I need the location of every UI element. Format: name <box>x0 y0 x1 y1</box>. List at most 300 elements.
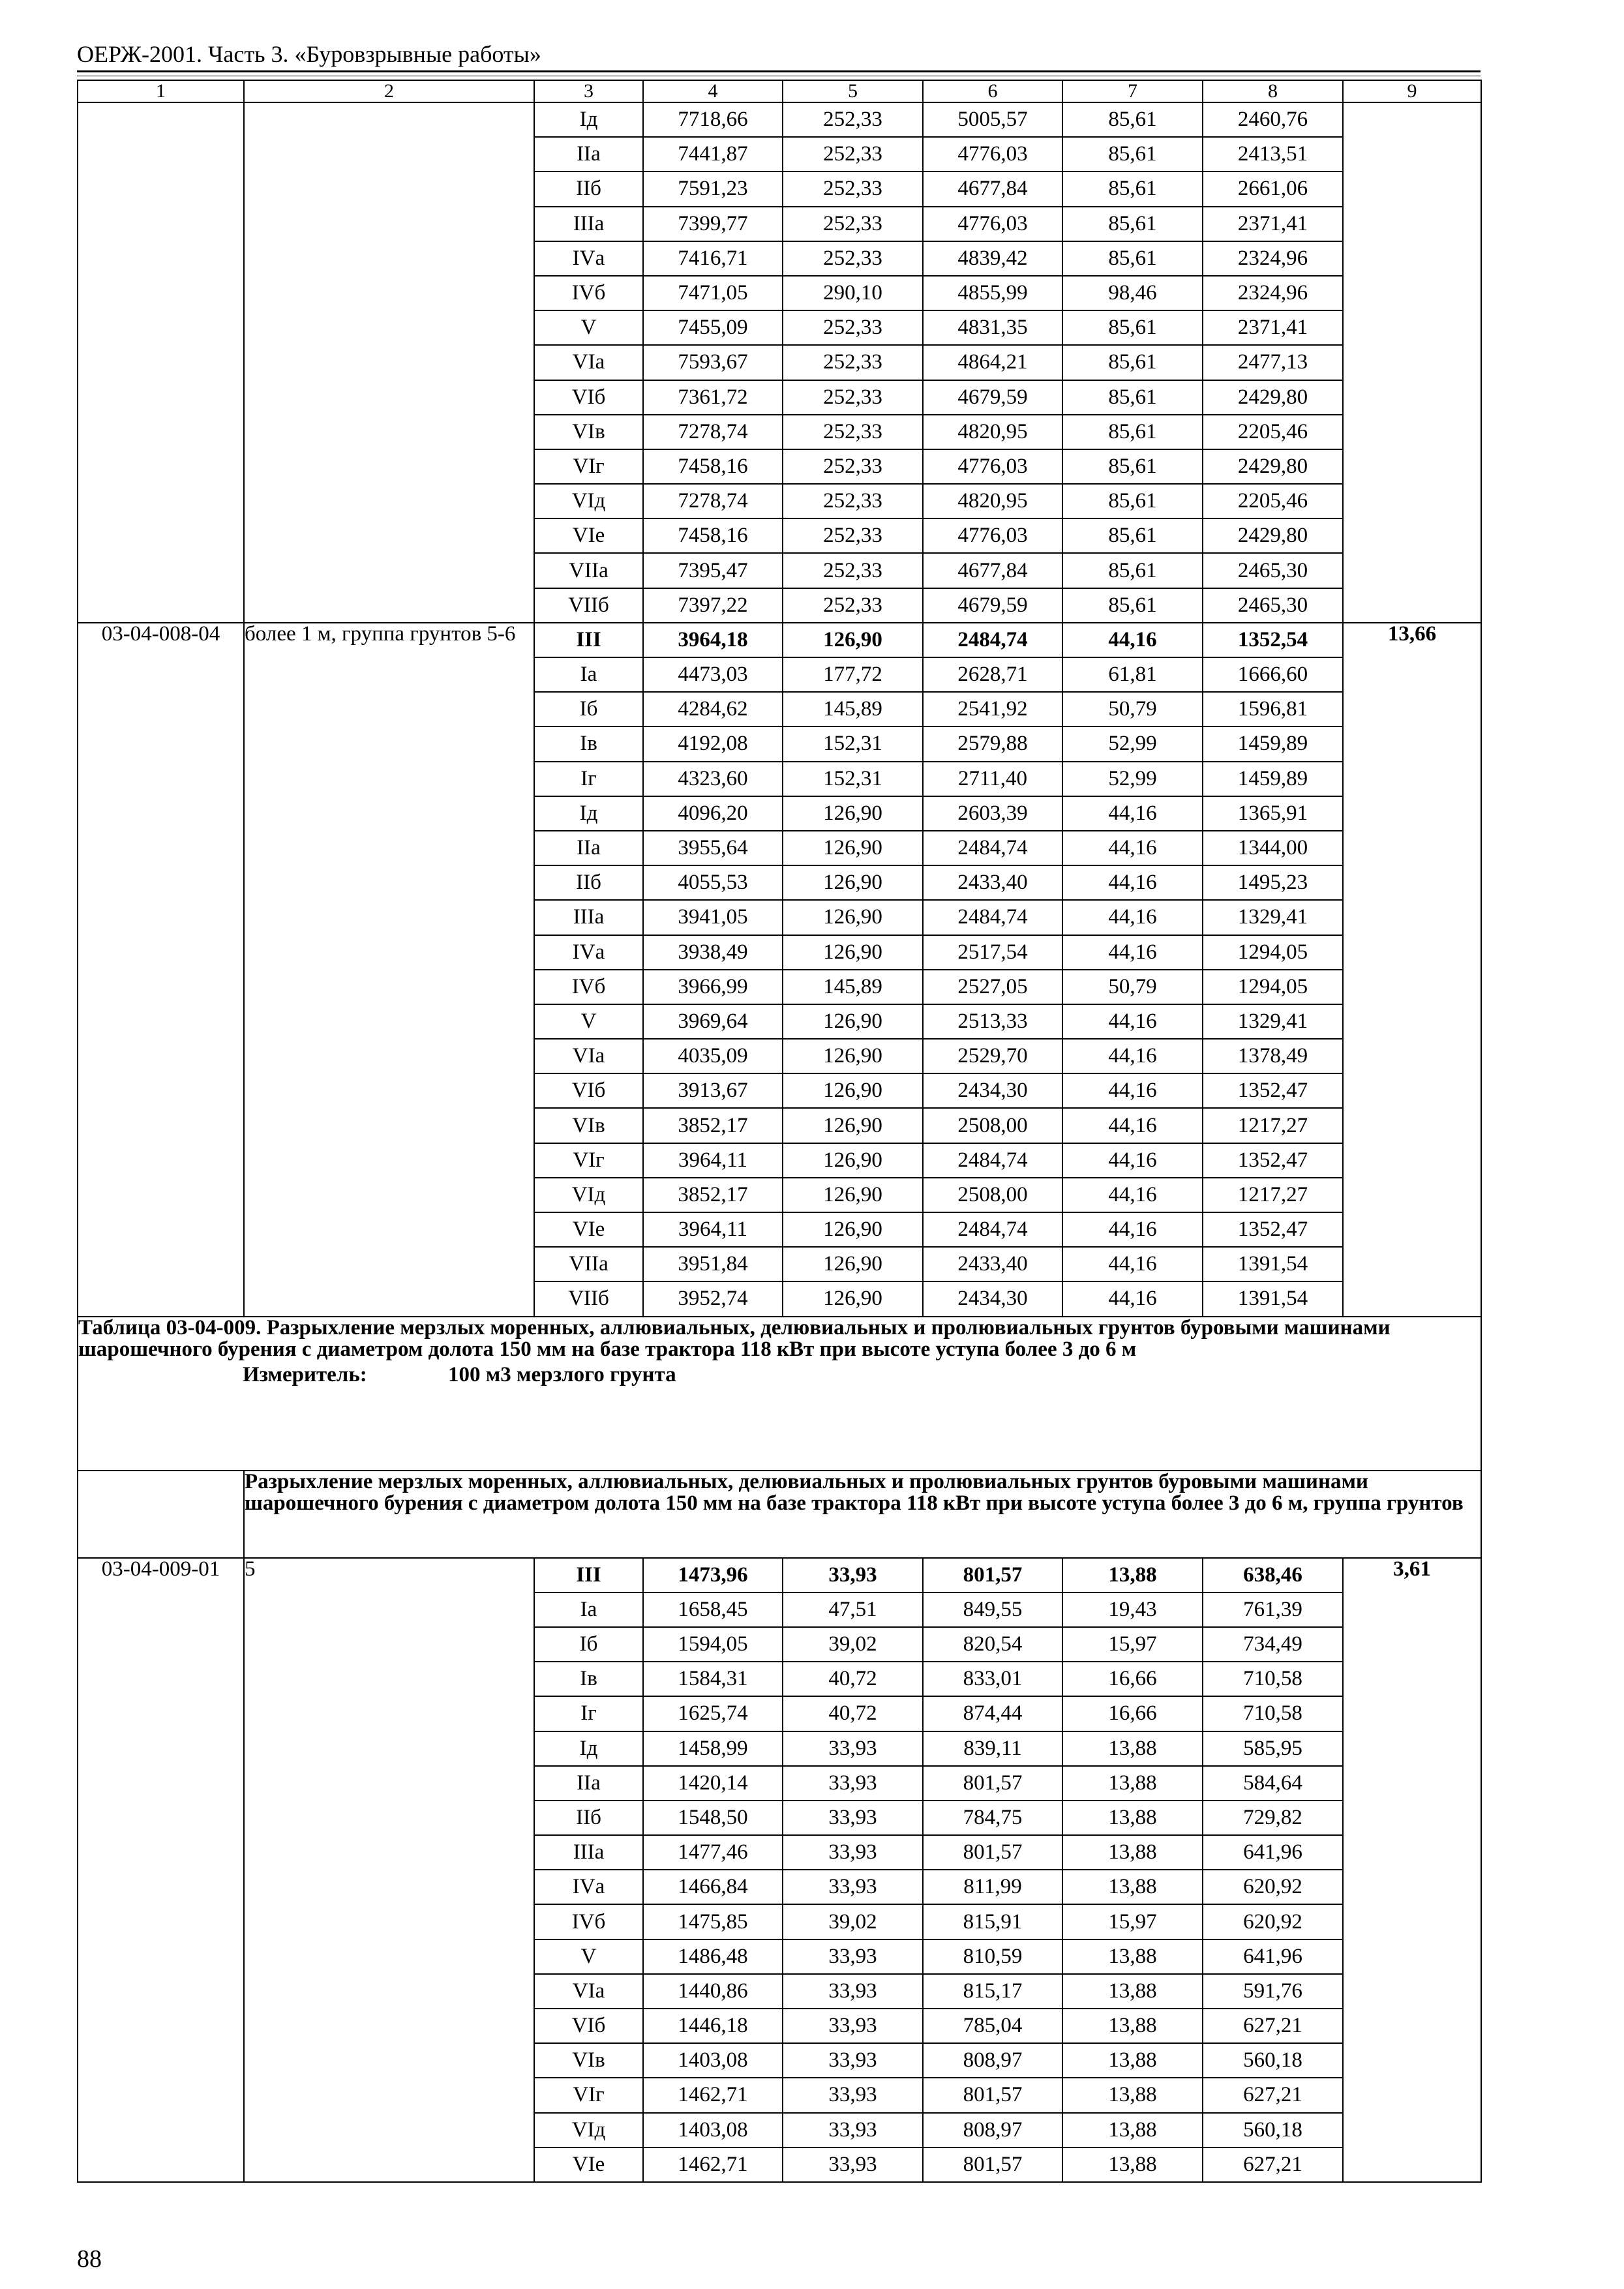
value-cell: 33,93 <box>783 1939 923 1974</box>
value-cell: 252,33 <box>783 449 923 484</box>
value-cell: 815,91 <box>923 1904 1062 1939</box>
value-cell: 19,43 <box>1062 1593 1203 1627</box>
value-cell: 252,33 <box>783 345 923 380</box>
value-cell: 85,61 <box>1062 102 1203 137</box>
value-cell: 2484,74 <box>923 831 1062 865</box>
value-cell: 1473,96 <box>643 1558 783 1593</box>
value-cell: 52,99 <box>1062 762 1203 796</box>
value-cell: 2484,74 <box>923 1212 1062 1247</box>
zone-cell: Iд <box>534 102 643 137</box>
value-cell: 1459,89 <box>1203 726 1343 761</box>
column-number: 3 <box>534 80 643 102</box>
value-cell: 560,18 <box>1203 2113 1343 2147</box>
value-cell: 710,58 <box>1203 1662 1343 1696</box>
zone-cell: VIд <box>534 2113 643 2147</box>
value-cell: 801,57 <box>923 1835 1062 1870</box>
value-cell: 820,54 <box>923 1627 1062 1662</box>
column-number: 9 <box>1343 80 1481 102</box>
value-cell: 627,21 <box>1203 2078 1343 2112</box>
zone-cell: VIа <box>534 345 643 380</box>
value-cell: 39,02 <box>783 1904 923 1939</box>
value-cell: 1466,84 <box>643 1870 783 1904</box>
zone-cell: Iд <box>534 796 643 831</box>
value-cell: 1477,46 <box>643 1835 783 1870</box>
value-cell: 52,99 <box>1062 726 1203 761</box>
value-cell: 801,57 <box>923 2147 1062 2182</box>
zone-cell: IIIа <box>534 900 643 935</box>
table-title-row <box>78 1317 1481 1471</box>
code-cell-empty <box>78 102 244 623</box>
value-cell: 85,61 <box>1062 241 1203 276</box>
column-number: 2 <box>244 80 534 102</box>
value-cell: 849,55 <box>923 1593 1062 1627</box>
zone-cell: V <box>534 310 643 345</box>
value-cell: 33,93 <box>783 2043 923 2078</box>
value-cell: 126,90 <box>783 623 923 657</box>
value-cell: 808,97 <box>923 2113 1062 2147</box>
value-cell: 13,88 <box>1062 2113 1203 2147</box>
value-cell: 2628,71 <box>923 657 1062 692</box>
value-cell: 4776,03 <box>923 137 1062 172</box>
rate-description: 5 <box>244 1558 534 2182</box>
value-cell: 85,61 <box>1062 137 1203 172</box>
zone-cell: III <box>534 1558 643 1593</box>
value-cell: 1294,05 <box>1203 935 1343 970</box>
zone-cell: VIб <box>534 380 643 415</box>
value-cell: 126,90 <box>783 1143 923 1178</box>
value-cell: 784,75 <box>923 1801 1062 1835</box>
value-cell: 252,33 <box>783 380 923 415</box>
group-title: Разрыхление мерзлых моренных, аллювиальных, делювиальных и пролювиальных грунтов буровыми машинами шарошечного бурения с диаметром долота 150 мм на базе трактора 118 кВт при высоте уступа более 3 до 6 м, группа грунтов <box>244 1471 1481 1558</box>
zone-cell: VIе <box>534 1212 643 1247</box>
value-cell: 2465,30 <box>1203 588 1343 623</box>
rate-code: 03-04-009-01 <box>78 1558 244 2182</box>
value-cell: 4776,03 <box>923 207 1062 241</box>
value-cell: 7591,23 <box>643 172 783 206</box>
zone-cell: IIа <box>534 1766 643 1801</box>
zone-cell: VIд <box>534 1178 643 1212</box>
value-cell: 7416,71 <box>643 241 783 276</box>
zone-cell: IVа <box>534 241 643 276</box>
value-cell: 13,88 <box>1062 2078 1203 2112</box>
value-cell: 13,88 <box>1062 1558 1203 1593</box>
value-cell: 2484,74 <box>923 623 1062 657</box>
value-cell: 1352,47 <box>1203 1212 1343 1247</box>
zone-cell: IVб <box>534 970 643 1004</box>
zone-cell: VIа <box>534 1974 643 2009</box>
value-cell: 13,88 <box>1062 1870 1203 1904</box>
value-cell: 126,90 <box>783 1178 923 1212</box>
value-cell: 85,61 <box>1062 310 1203 345</box>
value-cell: 2324,96 <box>1203 241 1343 276</box>
value-cell: 7455,09 <box>643 310 783 345</box>
value-cell: 33,93 <box>783 2078 923 2112</box>
value-cell: 7278,74 <box>643 415 783 449</box>
value-cell: 252,33 <box>783 310 923 345</box>
total-cell-empty <box>1343 102 1481 623</box>
value-cell: 33,93 <box>783 2009 923 2043</box>
value-cell: 1459,89 <box>1203 762 1343 796</box>
value-cell: 126,90 <box>783 1281 923 1316</box>
value-cell: 252,33 <box>783 102 923 137</box>
value-cell: 16,66 <box>1062 1696 1203 1731</box>
value-cell: 85,61 <box>1062 449 1203 484</box>
page-number: 88 <box>77 2245 102 2273</box>
value-cell: 33,93 <box>783 1870 923 1904</box>
value-cell: 126,90 <box>783 1004 923 1039</box>
value-cell: 4677,84 <box>923 553 1062 588</box>
measure-line <box>78 1362 1481 1388</box>
value-cell: 2541,92 <box>923 692 1062 726</box>
value-cell: 2413,51 <box>1203 137 1343 172</box>
value-cell: 39,02 <box>783 1627 923 1662</box>
value-cell: 44,16 <box>1062 1004 1203 1039</box>
value-cell: 7397,22 <box>643 588 783 623</box>
value-cell: 290,10 <box>783 276 923 310</box>
value-cell: 2513,33 <box>923 1004 1062 1039</box>
value-cell: 2205,46 <box>1203 415 1343 449</box>
value-cell: 1217,27 <box>1203 1178 1343 1212</box>
column-number: 4 <box>643 80 783 102</box>
value-cell: 44,16 <box>1062 831 1203 865</box>
value-cell: 4677,84 <box>923 172 1062 206</box>
rate-total: 3,61 <box>1343 1558 1481 2182</box>
value-cell: 85,61 <box>1062 588 1203 623</box>
value-cell: 44,16 <box>1062 865 1203 900</box>
value-cell: 145,89 <box>783 692 923 726</box>
value-cell: 126,90 <box>783 1247 923 1281</box>
zone-cell: VIг <box>534 449 643 484</box>
value-cell: 7278,74 <box>643 484 783 518</box>
value-cell: 801,57 <box>923 1558 1062 1593</box>
value-cell: 833,01 <box>923 1662 1062 1696</box>
value-cell: 44,16 <box>1062 623 1203 657</box>
group-title-row <box>78 1471 1481 1558</box>
value-cell: 7395,47 <box>643 553 783 588</box>
value-cell: 4776,03 <box>923 449 1062 484</box>
value-cell: 2371,41 <box>1203 207 1343 241</box>
value-cell: 3852,17 <box>643 1108 783 1143</box>
value-cell: 44,16 <box>1062 1108 1203 1143</box>
table-row <box>78 102 1481 137</box>
value-cell: 4284,62 <box>643 692 783 726</box>
value-cell: 85,61 <box>1062 345 1203 380</box>
value-cell: 33,93 <box>783 1766 923 1801</box>
value-cell: 85,61 <box>1062 484 1203 518</box>
value-cell: 1420,14 <box>643 1766 783 1801</box>
value-cell: 1329,41 <box>1203 1004 1343 1039</box>
value-cell: 4192,08 <box>643 726 783 761</box>
value-cell: 2484,74 <box>923 1143 1062 1178</box>
value-cell: 2603,39 <box>923 796 1062 831</box>
value-cell: 641,96 <box>1203 1835 1343 1870</box>
value-cell: 1294,05 <box>1203 970 1343 1004</box>
value-cell: 620,92 <box>1203 1904 1343 1939</box>
value-cell: 1365,91 <box>1203 796 1343 831</box>
value-cell: 4323,60 <box>643 762 783 796</box>
value-cell: 2429,80 <box>1203 449 1343 484</box>
value-cell: 1329,41 <box>1203 900 1343 935</box>
value-cell: 3966,99 <box>643 970 783 1004</box>
value-cell: 7471,05 <box>643 276 783 310</box>
header-rule-thick <box>77 70 1481 72</box>
value-cell: 2434,30 <box>923 1073 1062 1108</box>
zone-cell: V <box>534 1004 643 1039</box>
value-cell: 785,04 <box>923 2009 1062 2043</box>
value-cell: 801,57 <box>923 2078 1062 2112</box>
value-cell: 1352,47 <box>1203 1073 1343 1108</box>
value-cell: 13,88 <box>1062 1974 1203 2009</box>
zone-cell: Iв <box>534 1662 643 1696</box>
table-row <box>78 1558 1481 1593</box>
zone-cell: IIIа <box>534 207 643 241</box>
zone-cell: Iб <box>534 1627 643 1662</box>
value-cell: 7441,87 <box>643 137 783 172</box>
value-cell: 4679,59 <box>923 588 1062 623</box>
value-cell: 152,31 <box>783 762 923 796</box>
zone-cell: VIе <box>534 518 643 553</box>
value-cell: 1462,71 <box>643 2078 783 2112</box>
zone-cell: VIв <box>534 2043 643 2078</box>
value-cell: 627,21 <box>1203 2147 1343 2182</box>
table-title-cell <box>78 1317 1481 1471</box>
value-cell: 2579,88 <box>923 726 1062 761</box>
value-cell: 40,72 <box>783 1696 923 1731</box>
value-cell: 50,79 <box>1062 692 1203 726</box>
value-cell: 2508,00 <box>923 1178 1062 1212</box>
value-cell: 13,88 <box>1062 1939 1203 1974</box>
value-cell: 2433,40 <box>923 865 1062 900</box>
value-cell: 1596,81 <box>1203 692 1343 726</box>
value-cell: 33,93 <box>783 1801 923 1835</box>
value-cell: 1458,99 <box>643 1731 783 1766</box>
value-cell: 7399,77 <box>643 207 783 241</box>
value-cell: 1462,71 <box>643 2147 783 2182</box>
value-cell: 3951,84 <box>643 1247 783 1281</box>
value-cell: 2527,05 <box>923 970 1062 1004</box>
value-cell: 44,16 <box>1062 1039 1203 1073</box>
zone-cell: VIв <box>534 415 643 449</box>
value-cell: 2477,13 <box>1203 345 1343 380</box>
column-number: 6 <box>923 80 1062 102</box>
value-cell: 7593,67 <box>643 345 783 380</box>
value-cell: 126,90 <box>783 831 923 865</box>
zone-cell: VIв <box>534 1108 643 1143</box>
value-cell: 3969,64 <box>643 1004 783 1039</box>
value-cell: 33,93 <box>783 1731 923 1766</box>
value-cell: 810,59 <box>923 1939 1062 1974</box>
value-cell: 3964,11 <box>643 1212 783 1247</box>
value-cell: 1344,00 <box>1203 831 1343 865</box>
zone-cell: IIб <box>534 865 643 900</box>
zone-cell: IVа <box>534 935 643 970</box>
value-cell: 1548,50 <box>643 1801 783 1835</box>
zone-cell: Iг <box>534 762 643 796</box>
value-cell: 2465,30 <box>1203 553 1343 588</box>
value-cell: 126,90 <box>783 900 923 935</box>
value-cell: 13,88 <box>1062 1731 1203 1766</box>
value-cell: 85,61 <box>1062 553 1203 588</box>
value-cell: 1440,86 <box>643 1974 783 2009</box>
value-cell: 7361,72 <box>643 380 783 415</box>
value-cell: 560,18 <box>1203 2043 1343 2078</box>
value-cell: 5005,57 <box>923 102 1062 137</box>
value-cell: 13,88 <box>1062 1801 1203 1835</box>
value-cell: 3913,67 <box>643 1073 783 1108</box>
value-cell: 50,79 <box>1062 970 1203 1004</box>
value-cell: 1391,54 <box>1203 1281 1343 1316</box>
value-cell: 1594,05 <box>643 1627 783 1662</box>
value-cell: 710,58 <box>1203 1696 1343 1731</box>
zone-cell: VIIб <box>534 588 643 623</box>
value-cell: 815,17 <box>923 1974 1062 2009</box>
value-cell: 252,33 <box>783 207 923 241</box>
zone-cell: VIд <box>534 484 643 518</box>
value-cell: 15,97 <box>1062 1627 1203 1662</box>
value-cell: 126,90 <box>783 1039 923 1073</box>
column-number-row <box>78 80 1481 102</box>
rate-description: более 1 м, группа грунтов 5-6 <box>244 623 534 1317</box>
zone-cell: Iг <box>534 1696 643 1731</box>
value-cell: 1486,48 <box>643 1939 783 1974</box>
value-cell: 252,33 <box>783 241 923 276</box>
value-cell: 126,90 <box>783 935 923 970</box>
zone-cell: Iб <box>534 692 643 726</box>
value-cell: 4035,09 <box>643 1039 783 1073</box>
measure-label: Измеритель: <box>243 1362 367 1386</box>
value-cell: 4864,21 <box>923 345 1062 380</box>
value-cell: 4776,03 <box>923 518 1062 553</box>
value-cell: 15,97 <box>1062 1904 1203 1939</box>
value-cell: 585,95 <box>1203 1731 1343 1766</box>
value-cell: 44,16 <box>1062 1247 1203 1281</box>
value-cell: 874,44 <box>923 1696 1062 1731</box>
value-cell: 808,97 <box>923 2043 1062 2078</box>
value-cell: 801,57 <box>923 1766 1062 1801</box>
value-cell: 2324,96 <box>1203 276 1343 310</box>
value-cell: 85,61 <box>1062 518 1203 553</box>
value-cell: 2205,46 <box>1203 484 1343 518</box>
value-cell: 252,33 <box>783 518 923 553</box>
value-cell: 4855,99 <box>923 276 1062 310</box>
value-cell: 13,88 <box>1062 2043 1203 2078</box>
value-cell: 2711,40 <box>923 762 1062 796</box>
value-cell: 2434,30 <box>923 1281 1062 1316</box>
value-cell: 126,90 <box>783 1073 923 1108</box>
value-cell: 7718,66 <box>643 102 783 137</box>
value-cell: 1403,08 <box>643 2113 783 2147</box>
description-cell-empty <box>244 102 534 623</box>
value-cell: 1391,54 <box>1203 1247 1343 1281</box>
value-cell: 638,46 <box>1203 1558 1343 1593</box>
value-cell: 126,90 <box>783 1108 923 1143</box>
value-cell: 13,88 <box>1062 1766 1203 1801</box>
value-cell: 33,93 <box>783 1835 923 1870</box>
value-cell: 3852,17 <box>643 1178 783 1212</box>
zone-cell: IVб <box>534 1904 643 1939</box>
table-title: Таблица 03-04-009. Разрыхление мерзлых моренных, аллювиальных, делювиальных и пролювиальных грунтов буровыми машинами шарошечного бурения с диаметром долота 150 мм на базе трактора 118 кВт при высоте уступа более 3 до 6 м <box>78 1315 1391 1361</box>
value-cell: 1658,45 <box>643 1593 783 1627</box>
value-cell: 13,88 <box>1062 1835 1203 1870</box>
value-cell: 1217,27 <box>1203 1108 1343 1143</box>
value-cell: 13,88 <box>1062 2147 1203 2182</box>
value-cell: 252,33 <box>783 588 923 623</box>
value-cell: 126,90 <box>783 796 923 831</box>
value-cell: 252,33 <box>783 137 923 172</box>
zone-cell: VIе <box>534 2147 643 2182</box>
value-cell: 1446,18 <box>643 2009 783 2043</box>
value-cell: 2484,74 <box>923 900 1062 935</box>
value-cell: 620,92 <box>1203 1870 1343 1904</box>
value-cell: 2508,00 <box>923 1108 1062 1143</box>
value-cell: 1475,85 <box>643 1904 783 1939</box>
value-cell: 3964,11 <box>643 1143 783 1178</box>
zone-cell: VIIб <box>534 1281 643 1316</box>
value-cell: 33,93 <box>783 2147 923 2182</box>
value-cell: 4839,42 <box>923 241 1062 276</box>
value-cell: 839,11 <box>923 1731 1062 1766</box>
value-cell: 98,46 <box>1062 276 1203 310</box>
column-number: 1 <box>78 80 244 102</box>
zone-cell: V <box>534 1939 643 1974</box>
zone-cell: IIа <box>534 137 643 172</box>
value-cell: 44,16 <box>1062 1212 1203 1247</box>
value-cell: 1625,74 <box>643 1696 783 1731</box>
value-cell: 44,16 <box>1062 935 1203 970</box>
value-cell: 584,64 <box>1203 1766 1343 1801</box>
value-cell: 627,21 <box>1203 2009 1343 2043</box>
value-cell: 1352,47 <box>1203 1143 1343 1178</box>
zone-cell: IIа <box>534 831 643 865</box>
zone-cell: IVа <box>534 1870 643 1904</box>
value-cell: 33,93 <box>783 1974 923 2009</box>
zone-cell: IIб <box>534 172 643 206</box>
value-cell: 2661,06 <box>1203 172 1343 206</box>
value-cell: 13,88 <box>1062 2009 1203 2043</box>
rate-total: 13,66 <box>1343 623 1481 1317</box>
value-cell: 2460,76 <box>1203 102 1343 137</box>
value-cell: 729,82 <box>1203 1801 1343 1835</box>
value-cell: 252,33 <box>783 415 923 449</box>
value-cell: 85,61 <box>1062 207 1203 241</box>
value-cell: 591,76 <box>1203 1974 1343 2009</box>
value-cell: 16,66 <box>1062 1662 1203 1696</box>
value-cell: 2529,70 <box>923 1039 1062 1073</box>
value-cell: 4820,95 <box>923 484 1062 518</box>
value-cell: 1495,23 <box>1203 865 1343 900</box>
value-cell: 3952,74 <box>643 1281 783 1316</box>
value-cell: 4679,59 <box>923 380 1062 415</box>
value-cell: 85,61 <box>1062 380 1203 415</box>
group-title-empty <box>78 1471 244 1558</box>
zone-cell: III <box>534 623 643 657</box>
zone-cell: IIб <box>534 1801 643 1835</box>
value-cell: 40,72 <box>783 1662 923 1696</box>
value-cell: 1584,31 <box>643 1662 783 1696</box>
zone-cell: Iа <box>534 1593 643 1627</box>
value-cell: 2429,80 <box>1203 518 1343 553</box>
value-cell: 61,81 <box>1062 657 1203 692</box>
value-cell: 85,61 <box>1062 172 1203 206</box>
value-cell: 44,16 <box>1062 1178 1203 1212</box>
zone-cell: VIб <box>534 1073 643 1108</box>
value-cell: 252,33 <box>783 172 923 206</box>
rates-table <box>77 80 1482 2183</box>
value-cell: 4055,53 <box>643 865 783 900</box>
value-cell: 2517,54 <box>923 935 1062 970</box>
rate-code: 03-04-008-04 <box>78 623 244 1317</box>
measure-value: 100 м3 мерзлого грунта <box>448 1362 676 1386</box>
